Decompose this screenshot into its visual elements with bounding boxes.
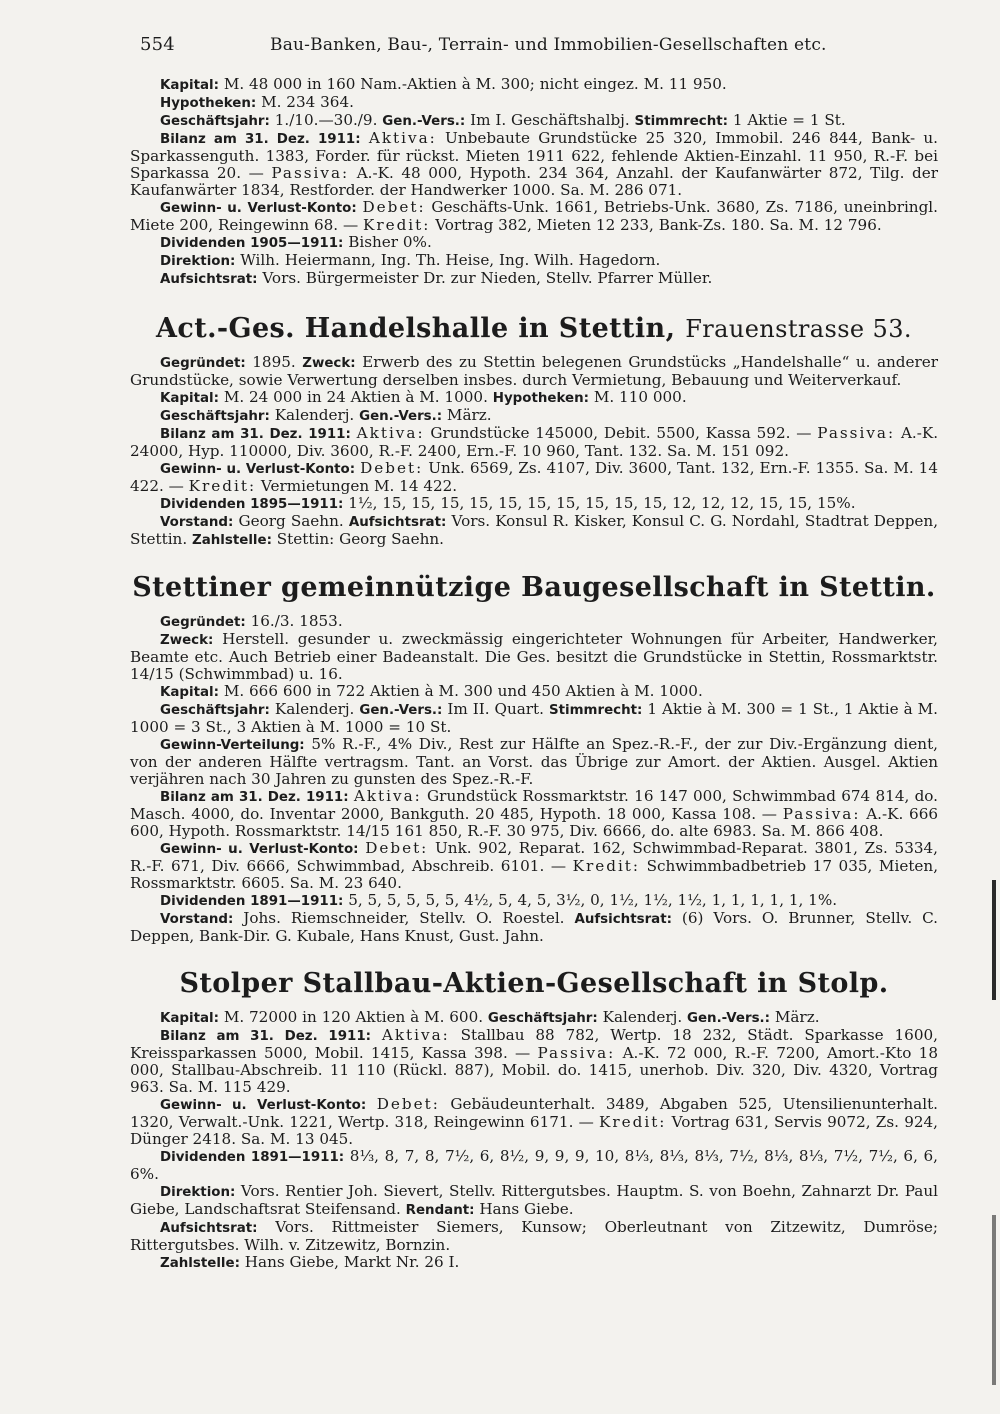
running-title: Bau-Banken, Bau-, Terrain- und Immobilien-Gesellschaften etc.: [270, 35, 827, 55]
dividenden-line: Dividenden 1895—1911: 1½, 15, 15, 15, 15, 15, 15, 15, 15, 15, 15, 12, 12, 12, 15, 15, 15%.: [160, 494, 856, 512]
company-entry-stolper-stallbau: [130, 1009, 938, 1272]
bilanz-paragraph: Bilanz am 31. Dez. 1911: Aktiva: Stallbau 88 782, Wertp. 18 232, Städt. Sparkasse 1600, Kreissparkassen 5000, Mobil. 1415, Kassa 398. — Passiva: A.-K. 72 000, R.-F. 7200, Amort.-Kto 18 000, Stallbau-Abschreib. 11 110 (Rückl. 887), Mobil. do. 1415, unerhob. Div. 320, Div. 4320, Vortrag 963. Sa. M. 115 429.: [130, 1026, 939, 1096]
vorstand-paragraph: Vorstand: Georg Saehn. Aufsichtsrat: Vors. Konsul R. Kisker, Konsul C. G. Nordahl, Stadtrat Deppen, Stettin. Zahlstelle: Stettin: Georg Saehn.: [130, 512, 939, 548]
aufsichtsrat-line: Aufsichtsrat: Vors. Bürgermeister Dr. zur Nieden, Stellv. Pfarrer Müller.: [160, 269, 713, 287]
zweck-paragraph: Zweck: Herstell. gesunder u. zweckmässig eingerichteter Wohnungen für Arbeiter, Handwerker, Beamte etc. Auch Betrieb einer Badeanstalt. Die Ges. besitzt die Grundstücke in Stettin, Rossmarktstr. 14/15 (Schwimmbad) u. 16.: [130, 630, 938, 683]
hypotheken-line: Hypotheken: M. 234 364.: [160, 93, 354, 111]
gegruendet-zweck-paragraph: Gegründet: 1895. Zweck: Erwerb des zu Stettin belegenen Grundstücks „Handelshalle“ u. anderer Grundstücke, sowie Verwertung derselben insbes. durch Vermietung, Bebauung und Weiterverkauf.: [130, 353, 938, 389]
kapital-line: Kapital: M. 48 000 in 160 Nam.-Aktien à M. 300; nicht eingez. M. 11 950.: [160, 75, 727, 93]
direktion-line: Direktion: Wilh. Heiermann, Ing. Th. Heise, Ing. Wilh. Hagedorn.: [160, 251, 661, 269]
kapital-line: Kapital: M. 72000 in 120 Aktien à M. 600. Geschäftsjahr: Kalenderj. Gen.-Vers.: März.: [160, 1008, 820, 1026]
aufsichtsrat-paragraph: Aufsichtsrat: Vors. Rittmeister Siemers, Kunsow; Oberleutnant von Zitzewitz, Dumröse; Rittergutsbes. Wilh. v. Zitzewitz, Bornzin.: [130, 1218, 938, 1254]
bilanz-paragraph: Bilanz am 31. Dez. 1911: Aktiva: Grundstück Rossmarktstr. 16 147 000, Schwimmbad 674 814, do. Masch. 4000, do. Inventar 2000, Bankguth. 20 485, Hypoth. 18 000, Kassa 108. — Passiva: A.-K. 666 600, Hypoth. Rossmarktstr. 14/15 161 850, R.-F. 30 975, Div. 6666, do. alte 6983. Sa. M. 866 408.: [130, 787, 939, 840]
vorstand-paragraph: Vorstand: Johs. Riemschneider, Stellv. O. Roestel. Aufsichtsrat: (6) Vors. O. Brunner, Stellv. C. Deppen, Bank-Dir. G. Kubale, Hans Knust, Gust. Jahn.: [130, 909, 938, 945]
dividenden-line: Dividenden 1891—1911: 5, 5, 5, 5, 5, 5, 4½, 5, 4, 5, 3½, 0, 1½, 1½, 1½, 1, 1, 1, 1, 1, 1%.: [160, 891, 838, 909]
guv-paragraph: Gewinn- u. Verlust-Konto: Debet: Geschäfts-Unk. 1661, Betriebs-Unk. 3680, Zs. 7186, uneinbringl. Miete 200, Reingewinn 68. — Kredit: Vortrag 382, Mieten 12 233, Bank-Zs. 180. Sa. M. 12 796.: [130, 198, 938, 234]
dividenden-line: Dividenden 1905—1911: Bisher 0%.: [160, 233, 432, 251]
page-edge-mark: [992, 880, 996, 1000]
guv-paragraph: Gewinn- u. Verlust-Konto: Debet: Gebäudeunterhalt. 3489, Abgaben 525, Utensilienunterhalt. 1320, Verwalt.-Unk. 1221, Wertp. 318, Reingewinn 6171. — Kredit: Vortrag 631, Servis 9072, Zs. 924, Dünger 2418. Sa. M. 13 045.: [130, 1095, 939, 1148]
guv-paragraph: Gewinn- u. Verlust-Konto: Debet: Unk. 6569, Zs. 4107, Div. 3600, Tant. 132, Ern.-F. 1355. Sa. M. 14 422. — Kredit: Vermietungen M. 14 422.: [130, 459, 939, 495]
company-title-stettiner-baugesellschaft: Stettiner gemeinnützige Baugesellschaft in Stettin.: [132, 572, 936, 603]
bilanz-paragraph: Bilanz am 31. Dez. 1911: Aktiva: Grundstücke 145000, Debit. 5500, Kassa 592. — Passiva: A.-K. 24000, Hyp. 110000, Div. 3600, R.-F. 2400, Ern.-F. 10 960, Tant. 132. Sa. M. 151 092.: [130, 424, 939, 460]
geschaeftsjahr-line: Geschäftsjahr: 1./10.—30./9. Gen.-Vers.: Im I. Geschäftshalbj. Stimmrecht: 1 Aktie = 1 St.: [160, 111, 846, 129]
page-edge-mark: [992, 1215, 996, 1385]
kapital-line: Kapital: M. 666 600 in 722 Aktien à M. 300 und 450 Aktien à M. 1000.: [160, 682, 703, 700]
geschaeftsjahr-line: Geschäftsjahr: Kalenderj. Gen.-Vers.: März.: [160, 406, 492, 424]
page-header: [130, 34, 938, 76]
company-title-handelshalle: Act.-Ges. Handelshalle in Stettin, Frauenstrasse 53.: [156, 313, 912, 344]
gegruendet-line: Gegründet: 16./3. 1853.: [160, 612, 343, 630]
company-title-stolper-stallbau: Stolper Stallbau-Aktien-Gesellschaft in Stolp.: [179, 968, 889, 999]
bilanz-paragraph: Bilanz am 31. Dez. 1911: Aktiva: Unbebaute Grundstücke 25 320, Immobil. 246 844, Bank- u. Sparkassenguth. 1383, Forder. für rückst. Mieten 1911 622, fehlende Aktien-Einzahl. 11 950, R.-F. bei Sparkassa 20. — Passiva: A.-K. 48 000, Hypoth. 234 364, Anzahl. der Kaufanwärter 872, Tilg. der Kaufanwärter 1834, Restforder. der Handwerker 1000. Sa. M. 286 071.: [130, 129, 939, 199]
kapital-line: Kapital: M. 24 000 in 24 Aktien à M. 1000. Hypotheken: M. 110 000.: [160, 388, 687, 406]
company-entry-stettiner-baugesellschaft: [130, 613, 938, 945]
guv-paragraph: Gewinn- u. Verlust-Konto: Debet: Unk. 902, Reparat. 162, Schwimmbad-Reparat. 3801, Zs. 5334, R.-F. 671, Div. 6666, Schwimmbad, Abschreib. 6101. — Kredit: Schwimmbadbetrieb 17 035, Mieten, Rossmarktstr. 6605. Sa. M. 23 640.: [130, 839, 939, 892]
company-entry-continued: [130, 76, 938, 288]
company-entry-handelshalle: [130, 354, 938, 549]
zahlstelle-line: Zahlstelle: Hans Giebe, Markt Nr. 26 I.: [160, 1253, 460, 1271]
dividenden-line: Dividenden 1891—1911: 8⅓, 8, 7, 8, 7½, 6, 8½, 9, 9, 9, 10, 8⅓, 8⅓, 8⅓, 7½, 8⅓, 8⅓, 7½, 7½, 6, 6, 6%.: [130, 1147, 939, 1183]
direktion-paragraph: Direktion: Vors. Rentier Joh. Sievert, Stellv. Rittergutsbes. Hauptm. S. von Boehn, Zahnarzt Dr. Paul Giebe, Landschaftsrat Steifensand. Rendant: Hans Giebe.: [130, 1182, 939, 1218]
geschaeftsjahr-paragraph: Geschäftsjahr: Kalenderj. Gen.-Vers.: Im II. Quart. Stimmrecht: 1 Aktie à M. 300 = 1 St., 1 Aktie à M. 1000 = 3 St., 3 Aktien à M. 1000 = 10 St.: [130, 700, 938, 736]
page-number: 554: [140, 34, 175, 55]
gewinnverteilung-paragraph: Gewinn-Verteilung: 5% R.-F., 4% Div., Rest zur Hälfte an Spez.-R.-F., der zur Div.-Ergänzung dient, von der anderen Hälfte vertragsm. Tant. an Vorst. das Übrige zur Amort. der Aktien. Ausgel. Aktien verjähren nach 30 Jahren zu gunsten des Spez.-R.-F.: [130, 735, 938, 788]
